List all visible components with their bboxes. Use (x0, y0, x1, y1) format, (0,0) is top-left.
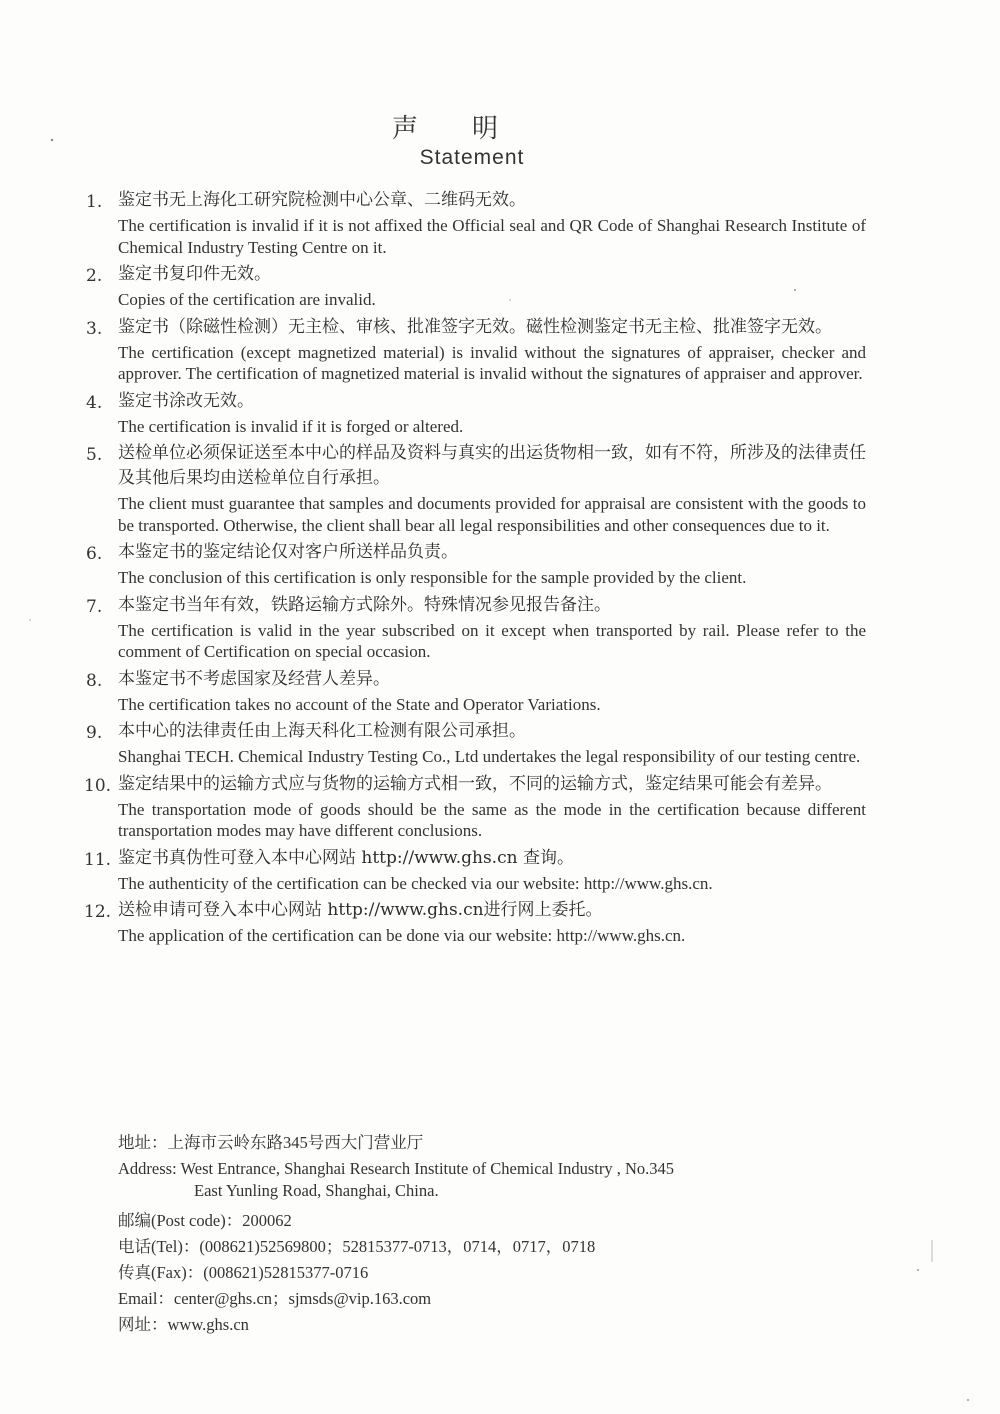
item-text-english: The certification takes no account of the State and Operator Variations. (118, 694, 601, 714)
item-text-chinese: 送检申请可登入本中心网站 http://www.ghs.cn进行网上委托。 (118, 900, 603, 920)
statement-item (86, 772, 866, 842)
statement-item (86, 389, 866, 438)
item-text-chinese: 鉴定书复印件无效。 (118, 264, 271, 284)
contact-block (118, 1130, 878, 1338)
email: Email：center@ghs.cn；sjmsds@vip.163.com (118, 1289, 432, 1308)
fax: 传真(Fax)：(008621)52815377-0716 (118, 1263, 369, 1282)
statement-item (86, 898, 866, 947)
item-text-english: The application of the certification can be done via our website: http://www.ghs.cn. (118, 926, 686, 945)
statement-item (86, 540, 866, 589)
item-number: 11. (84, 849, 112, 870)
statement-item (86, 667, 866, 716)
item-text-english: The certification is invalid if it is forged or altered. (118, 416, 464, 436)
address-chinese: 地址：上海市云岭东路345号西大门营业厅 (118, 1133, 424, 1152)
item-number: 7. (86, 596, 103, 617)
item-text-english: The transportation mode of goods should be the same as the mode in the certification because different transportation modes may have different conclusions. (118, 799, 866, 840)
item-text-chinese: 本鉴定书当年有效，铁路运输方式除外。特殊情况参见报告备注。 (118, 594, 611, 615)
item-text-english: The certification is valid in the year subscribed on it except when transported by rail. Please refer to the comment of Certification on special occasion. (118, 620, 866, 661)
item-text-chinese: 鉴定书真伪性可登入本中心网站 http://www.ghs.cn 查询。 (118, 847, 574, 868)
item-number: 5. (86, 445, 103, 465)
item-number: 1. (86, 192, 103, 212)
item-number: 6. (86, 544, 103, 564)
statement-item (86, 262, 866, 311)
statement-item (86, 315, 866, 385)
item-text-english: The authenticity of the certification can be checked via our website: http://www.ghs.cn. (118, 873, 713, 893)
statement-item (86, 719, 866, 768)
scan-speck (967, 1399, 969, 1401)
scan-speck (29, 619, 31, 621)
item-number: 4. (86, 392, 103, 413)
item-text-chinese: 本中心的法律责任由上海天科化工检测有限公司承担。 (118, 721, 526, 741)
telephone: 电话(Tel)：(008621)52569800；52815377-0713，0714，0717，0718 (118, 1237, 596, 1256)
item-text-chinese: 送检单位必须保证送至本中心的样品及资料与真实的出运货物相一致，如有不符，所涉及的法律责任及其他后果均由送检单位自行承担。 (118, 443, 866, 488)
item-text-chinese: 鉴定结果中的运输方式应与货物的运输方式相一致，不同的运输方式，鉴定结果可能会有差异。 (118, 773, 832, 794)
title-english: Statement (419, 146, 525, 169)
item-number: 12. (84, 902, 112, 922)
statement-item (86, 188, 866, 258)
item-number: 3. (86, 318, 103, 339)
item-number: 8. (86, 670, 103, 691)
item-text-english: Shanghai TECH. Chemical Industry Testing Co., Ltd undertakes the legal responsibility of our testing centre. (118, 747, 861, 766)
title-chinese: 声明 (391, 114, 552, 144)
address-english: Address: West Entrance, Shanghai Research Institute of Chemical Industry , No.345 (118, 1159, 675, 1178)
item-text-english: Copies of the certification are invalid. (118, 290, 376, 309)
item-text-english: The client must guarantee that samples and documents provided for appraisal are consistent with the goods to be transported. Otherwise, the client shall bear all legal responsibilities and other consequences due to it. (118, 494, 866, 535)
postcode: 邮编(Post code)：200062 (118, 1211, 292, 1230)
item-text-chinese: 本鉴定书不考虑国家及经营人差异。 (118, 668, 390, 689)
statement-list (86, 188, 866, 951)
item-text-english: The certification is invalid if it is not affixed the Official seal and QR Code of Shanghai Research Institute of Chemical Industry Testing Centre on it. (118, 216, 866, 257)
item-number: 2. (86, 266, 103, 286)
statement-item (86, 593, 866, 663)
item-text-english: The certification (except magnetized material) is invalid without the signatures of appraiser, checker and approver. The certification of magnetized material is invalid without the signatures of appraiser and approver. (118, 342, 866, 383)
scan-speck (917, 1269, 919, 1271)
item-text-chinese: 鉴定书无上海化工研究院检测中心公章、二维码无效。 (118, 190, 526, 210)
item-text-english: The conclusion of this certification is only responsible for the sample provided by the client. (118, 568, 747, 587)
item-number: 10. (84, 775, 112, 796)
statement-item (86, 441, 866, 536)
statement-item (86, 846, 866, 895)
item-text-chinese: 鉴定书涂改无效。 (118, 390, 254, 411)
item-number: 9. (86, 723, 103, 743)
address-english-continued: East Yunling Road, Shanghai, China. (194, 1181, 439, 1200)
item-text-chinese: 本鉴定书的鉴定结论仅对客户所送样品负责。 (118, 542, 458, 562)
website: 网址：www.ghs.cn (118, 1315, 249, 1334)
item-text-chinese: 鉴定书（除磁性检测）无主检、审核、批准签字无效。磁性检测鉴定书无主检、批准签字无效。 (118, 316, 832, 337)
